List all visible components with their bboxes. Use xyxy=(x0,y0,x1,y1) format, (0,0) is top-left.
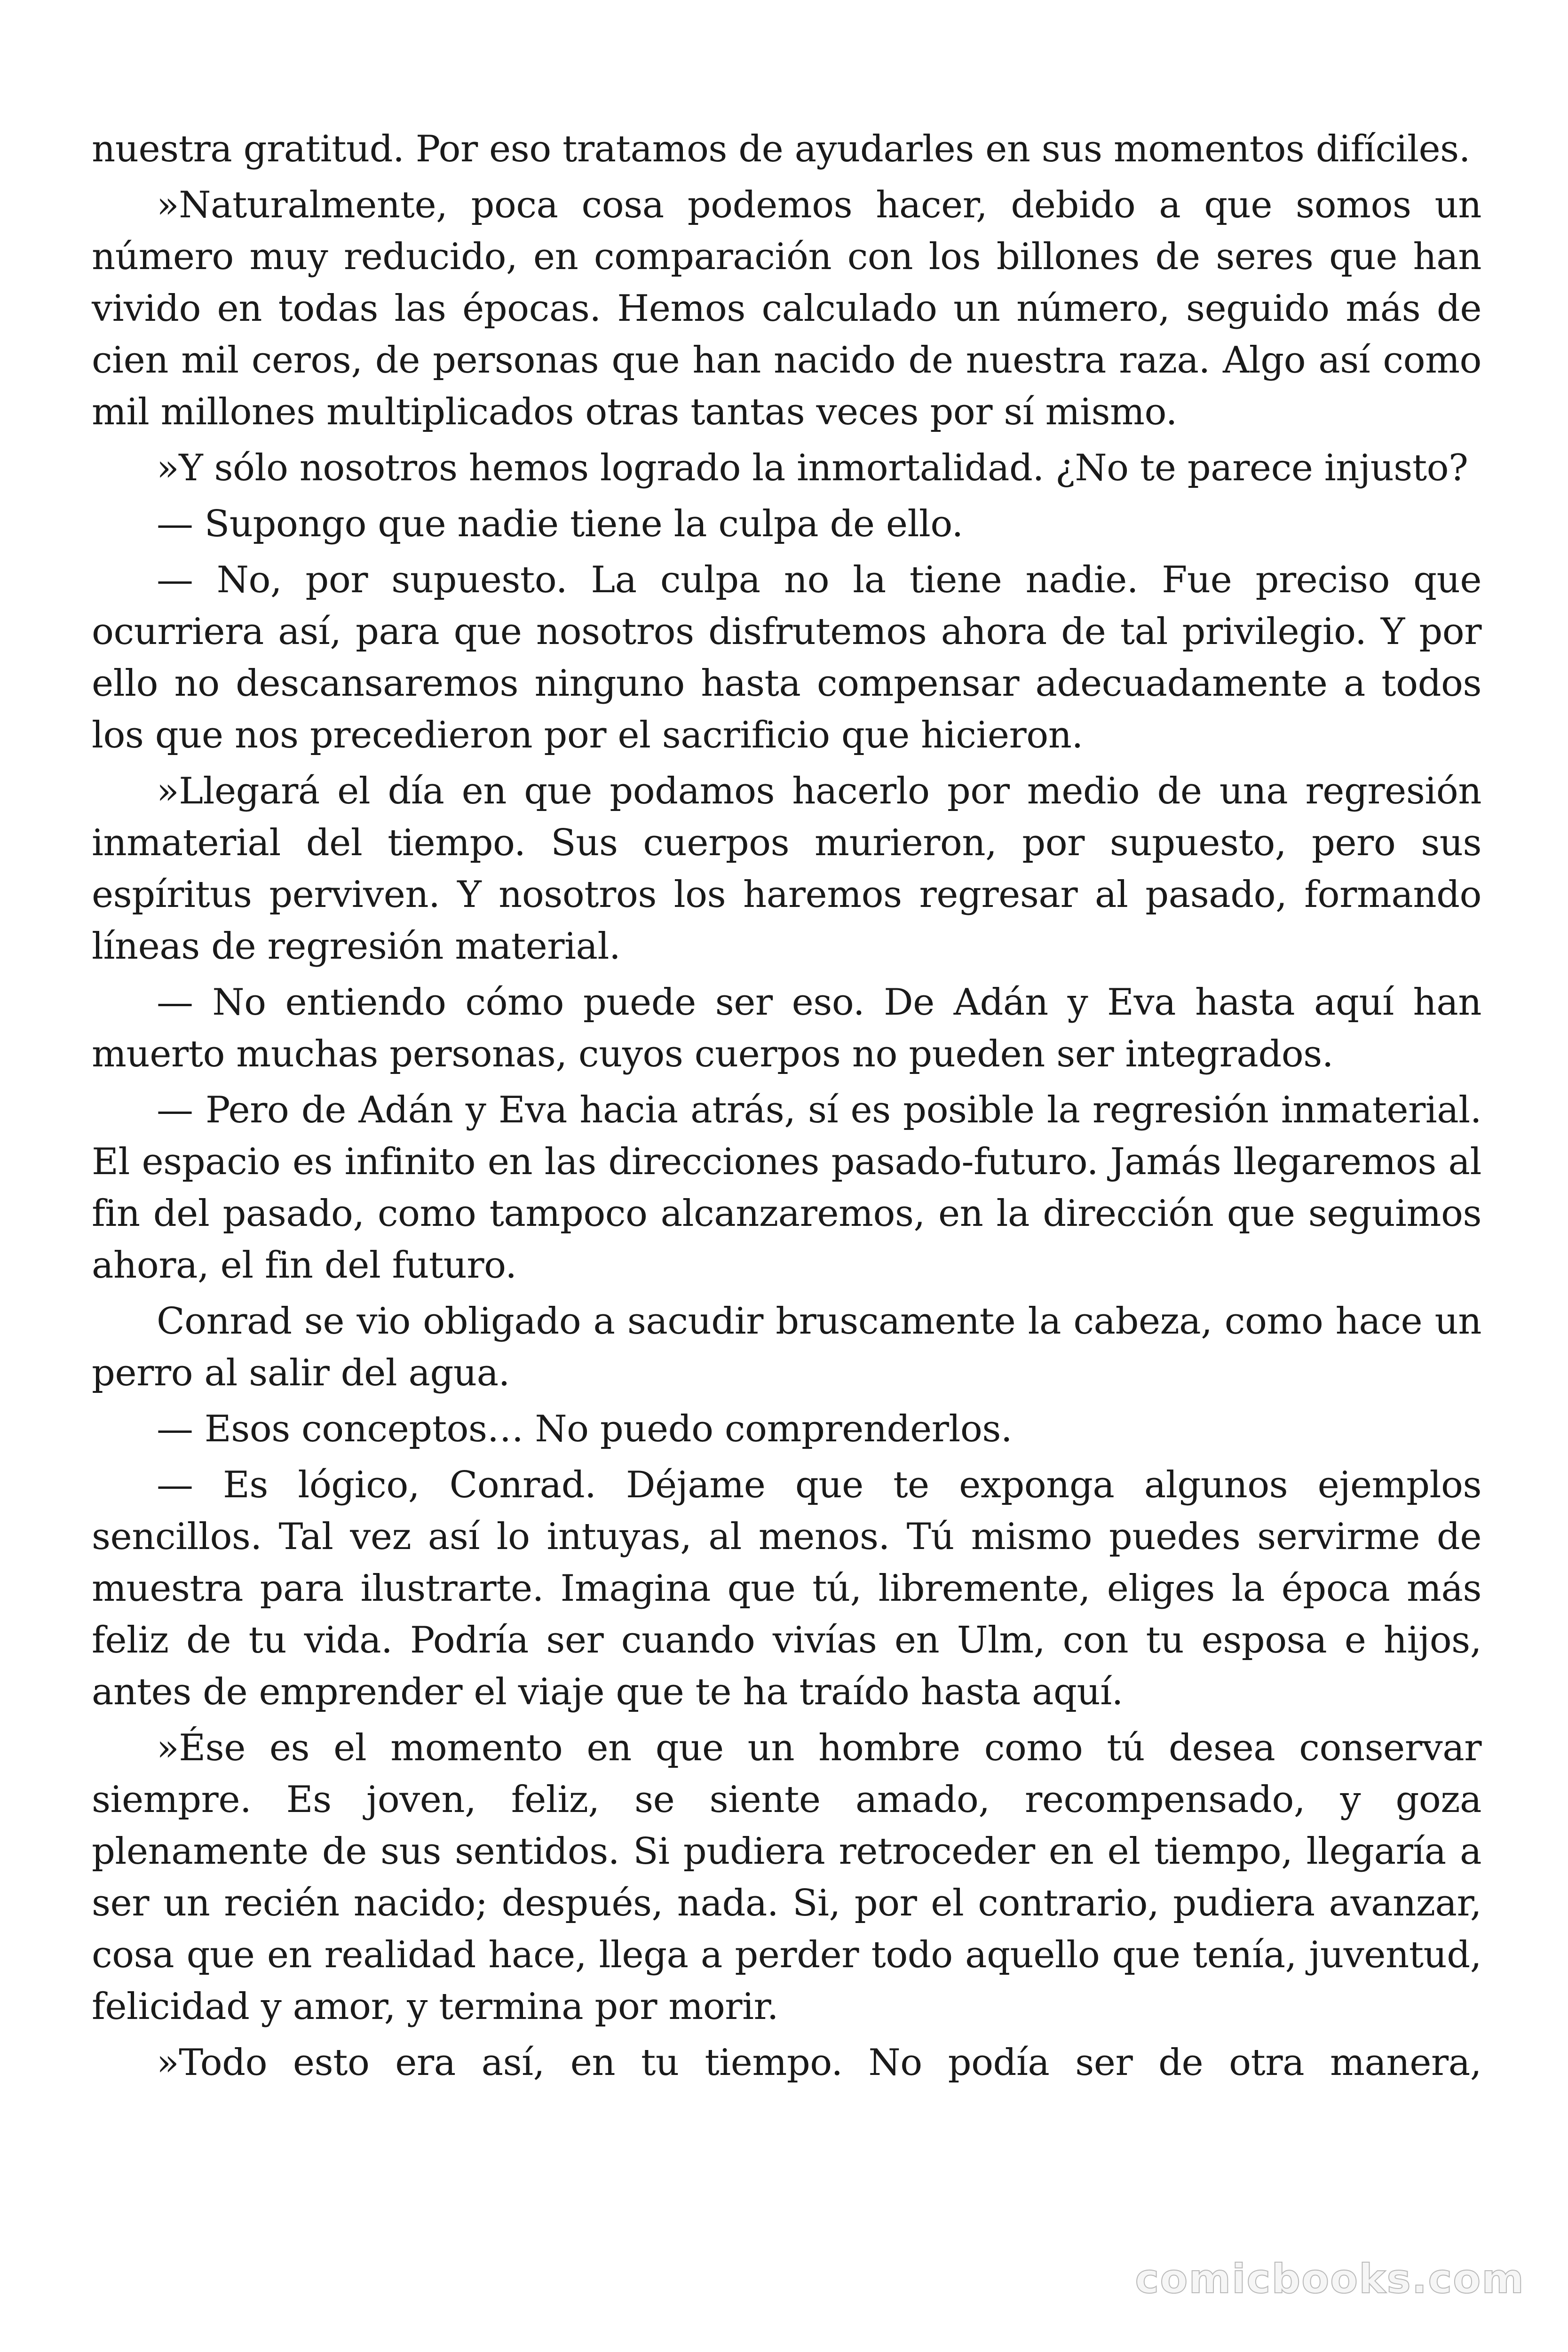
paragraph-12: »Ése es el momento en que un hombre como tú desea conservar siempre. Es joven, feliz, se siente amado, recompensado, y goza plenamente de sus sentidos. Si pudiera retroceder en el tiempo, llegaría a ser un recién nacido; después, nada. Si, por el contrario, pudiera avanzar, cosa que en realidad hace, llega a perder todo aquello que tenía, juventud, felicidad y amor, y termina por morir. xyxy=(92,1727,1481,2028)
paragraph-7: — No entiendo cómo puede ser eso. De Adán y Eva hasta aquí han muerto muchas personas, cuyos cuerpos no pueden ser integrados. xyxy=(92,981,1481,1075)
paragraph-1: nuestra gratitud. Por eso tratamos de ayudarles en sus momentos difíciles. xyxy=(92,128,1470,170)
paragraph-13: »Todo esto era así, en tu tiempo. No podía ser de otra manera, xyxy=(157,2042,1481,2084)
watermark: comicbooks.com xyxy=(1135,2256,1525,2303)
paragraph-10: — Esos conceptos… No puedo comprenderlos. xyxy=(157,1408,1013,1450)
paragraph-6: »Llegará el día en que podamos hacerlo por medio de una regresión inmaterial del tiempo. Sus cuerpos murieron, por supuesto, pero sus espíritus perviven. Y nosotros los haremos regresar al pasado, formando líneas de regresión material. xyxy=(92,770,1481,968)
paragraph-11: — Es lógico, Conrad. Déjame que te exponga algunos ejemplos sencillos. Tal vez así lo intuyas, al menos. Tú mismo puedes servirme de muestra para ilustrarte. Imagina que tú, libremente, eliges la época más feliz de tu vida. Podría ser cuando vivías en Ulm, con tu esposa e hijos, antes de emprender el viaje que te ha traído hasta aquí. xyxy=(92,1464,1481,1713)
paragraph-2: »Naturalmente, poca cosa podemos hacer, debido a que somos un número muy reducido, en comparación con los billones de seres que han vivido en todas las épocas. Hemos calculado un número, seguido más de cien mil ceros, de personas que han nacido de nuestra raza. Algo así como mil millones multiplicados otras tantas veces por sí mismo. xyxy=(92,184,1481,433)
book-page-text xyxy=(92,123,1481,2093)
paragraph-5: — No, por supuesto. La culpa no la tiene nadie. Fue preciso que ocurriera así, para que nosotros disfrutemos ahora de tal privilegio. Y por ello no descansaremos ninguno hasta compensar adecuadamente a todos los que nos precedieron por el sacrificio que hicieron. xyxy=(92,559,1481,756)
paragraph-3: »Y sólo nosotros hemos logrado la inmortalidad. ¿No te parece injusto? xyxy=(157,447,1468,489)
paragraph-9: Conrad se vio obligado a sacudir bruscamente la cabeza, como hace un perro al salir del agua. xyxy=(92,1300,1481,1394)
paragraph-4: — Supongo que nadie tiene la culpa de ello. xyxy=(157,503,963,545)
paragraph-8: — Pero de Adán y Eva hacia atrás, sí es posible la regresión inmaterial. El espacio es infinito en las direcciones pasado-futuro. Jamás llegaremos al fin del pasado, como tampoco alcanzaremos, en la dirección que seguimos ahora, el fin del futuro. xyxy=(92,1089,1481,1287)
